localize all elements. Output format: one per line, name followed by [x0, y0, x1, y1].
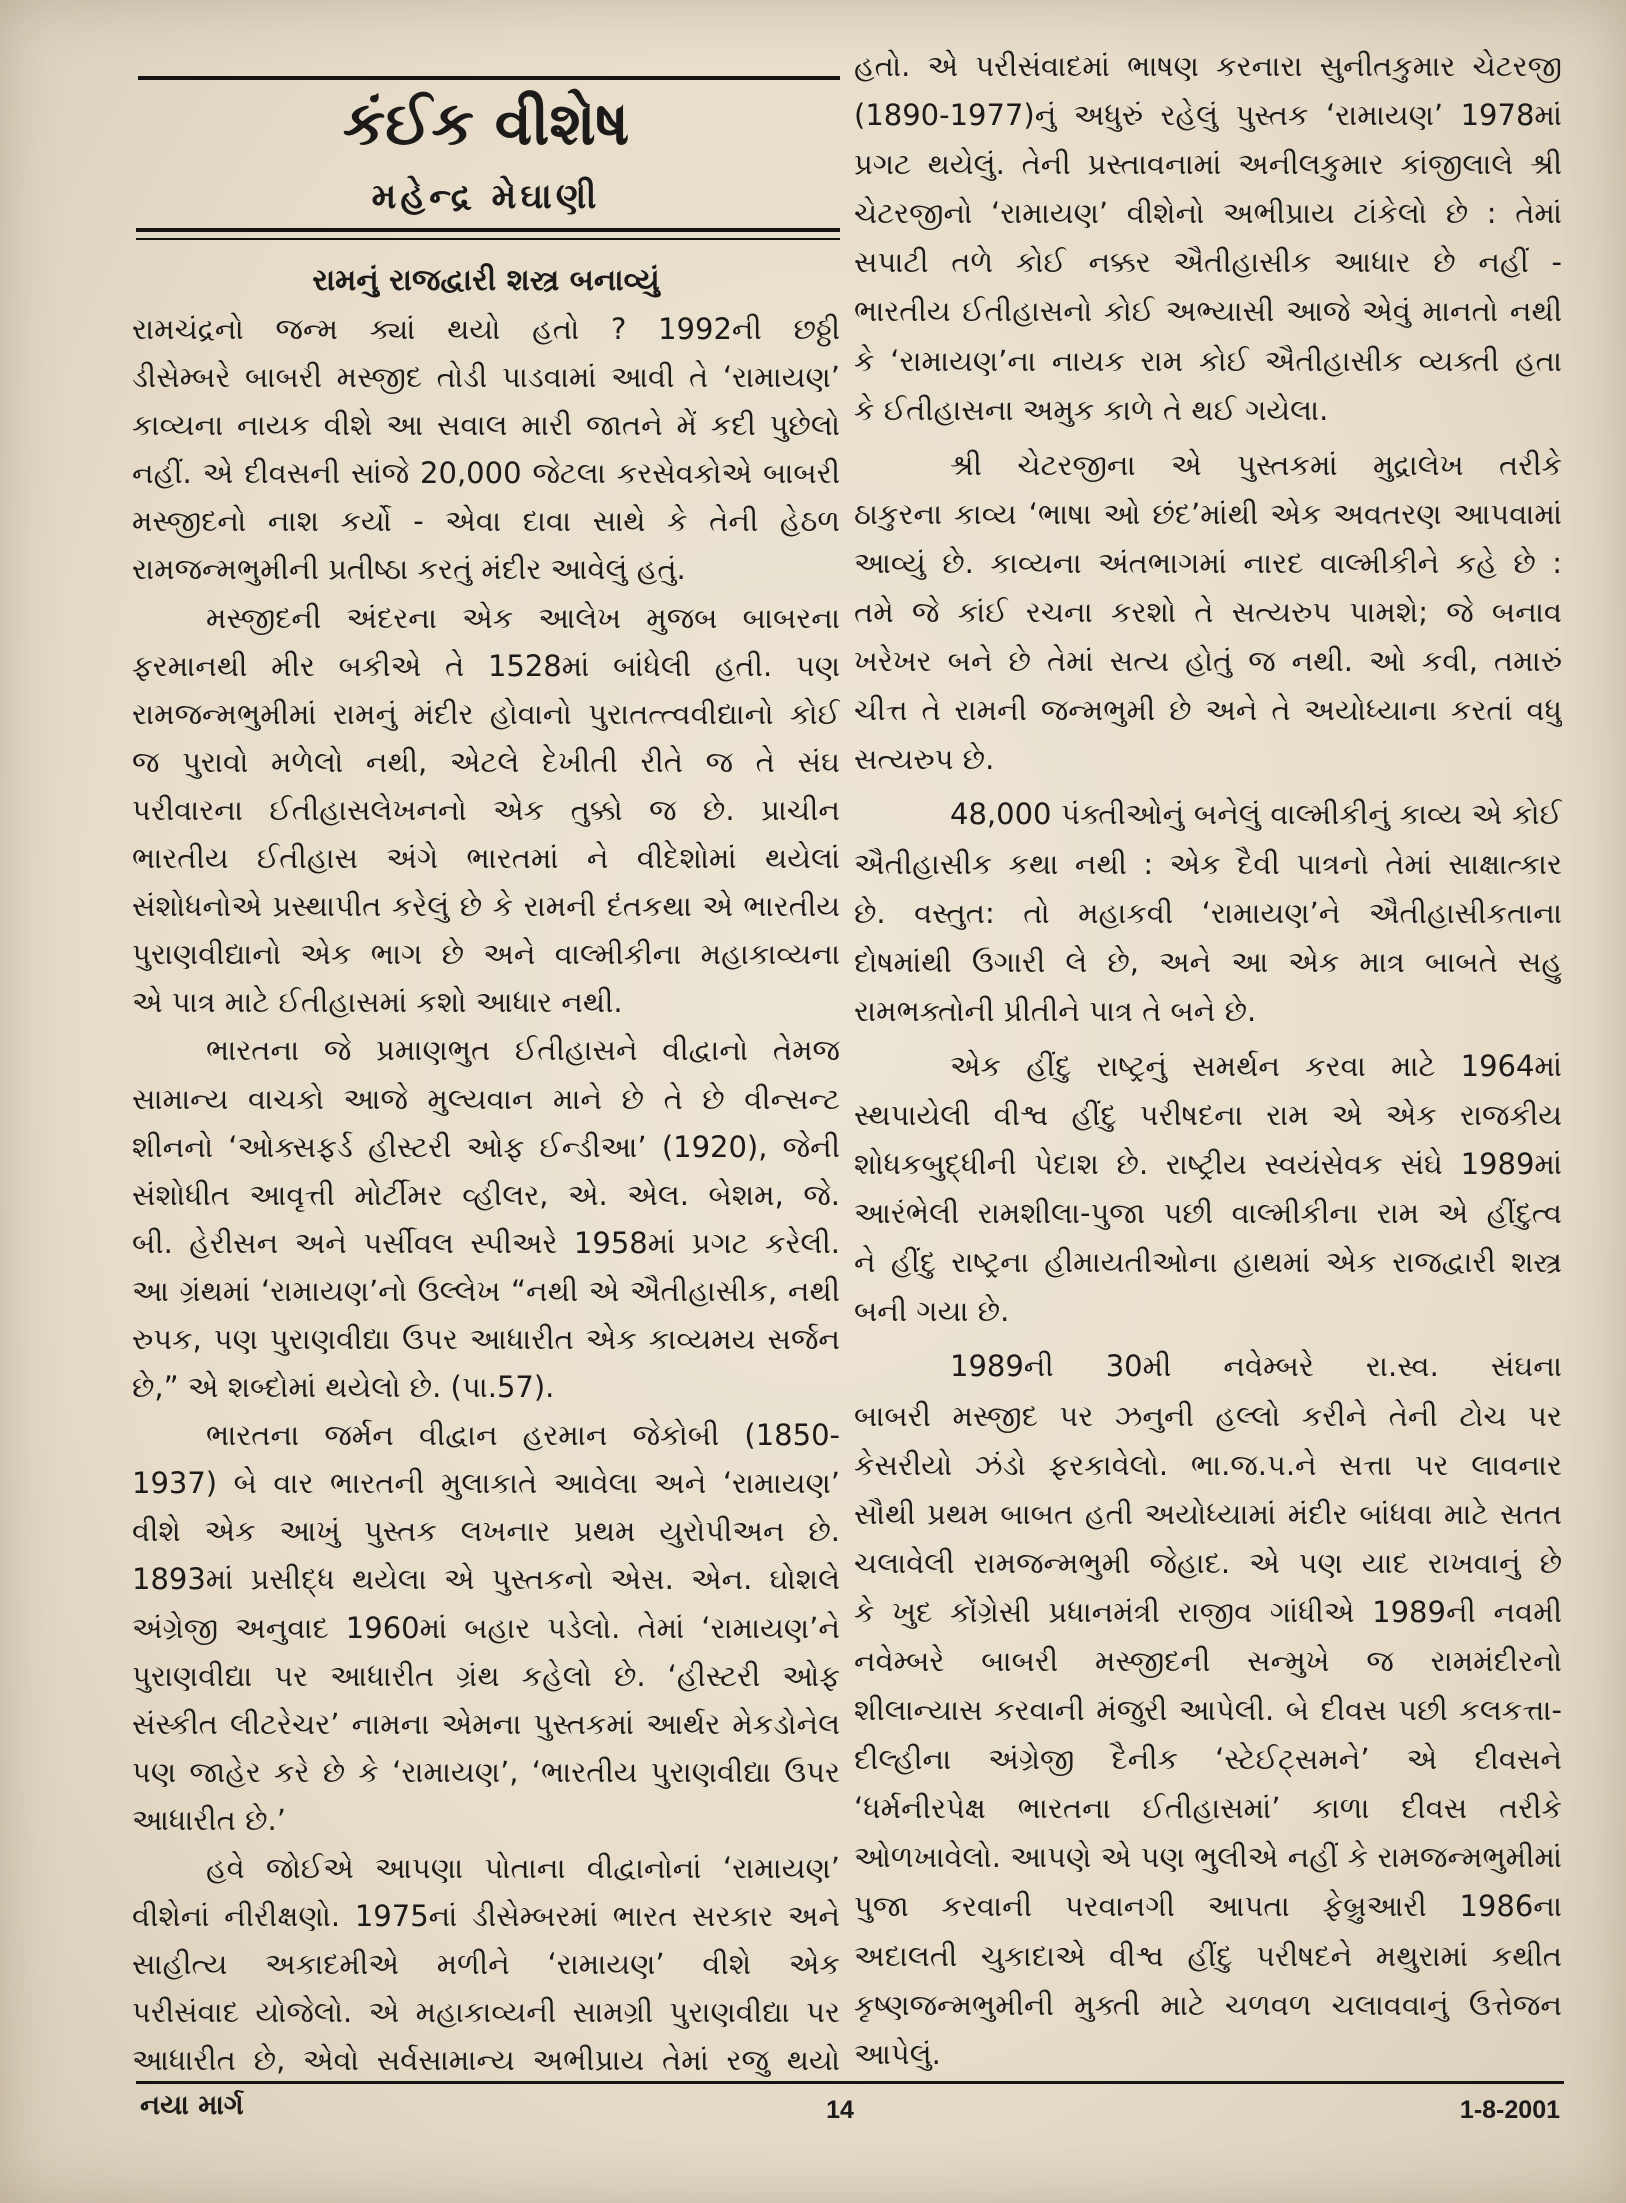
text-line: ભારતના જર્મન વીદ્વાન હરમાન જેકોબી (1850- — [206, 1418, 840, 1453]
right-column — [854, 42, 1562, 2079]
text-line: સત્યરુપ છે. — [854, 742, 995, 777]
text-line: રુપક, પણ પુરાણવીદ્યા ઉપર આધારીત એક કાવ્યમય સર્જન — [132, 1321, 840, 1356]
author-name: મહેન્દ્ર મેઘાણી — [371, 177, 601, 217]
text-line: સંસ્કીત લીટરેચર’ નામના એમના પુસ્તકમાં આર્થર મેકડોનેલ — [132, 1706, 840, 1741]
text-line: બી. હેરીસન અને પર્સીવલ સ્પીઅરે 1958માં પ્રગટ કરેલી. — [132, 1225, 840, 1260]
paragraph — [854, 790, 1562, 1035]
paragraph — [132, 305, 840, 594]
text-line: ‘ધર્મનીરપેક્ષ ભારતના ઈતીહાસમાં’ કાળા દીવસ તરીકે — [854, 1791, 1562, 1826]
text-line: આધારીત છે, એવો સર્વસામાન્ય અભીપ્રાય તેમાં રજુ થયો — [132, 2043, 840, 2078]
text-line: (1890-1977)નું અધુરું રહેલું પુસ્તક ‘રામાયણ’ 1978માં — [854, 98, 1562, 133]
text-line: ડીસેમ્બરે બાબરી મસ્જીદ તોડી પાડવામાં આવી તે ‘રામાયણ’ — [132, 360, 840, 395]
text-line: દોષમાંથી ઉગારી લે છે, અને આ એક માત્ર બાબતે સહુ — [854, 944, 1562, 979]
text-line: નવેમ્બરે બાબરી મસ્જીદની સન્મુખે જ રામમંદીરનો — [854, 1644, 1562, 1678]
text-line: ભારતીય ઈતીહાસ અંગે ભારતમાં ને વીદેશોમાં થયેલાં — [132, 841, 840, 876]
header-double-rule-thin — [136, 238, 840, 240]
text-line: સૌથી પ્રથમ બાબત હતી અયોધ્યામાં મંદીર બાંધવા માટે સતત — [854, 1496, 1562, 1531]
text-line: નહીં. એ દીવસની સાંજે 20,000 જેટલા કરસેવકોએ બાબરી — [132, 456, 840, 491]
text-line: જ પુરાવો મળેલો નથી, એટલે દેખીતી રીતે જ તે સંઘ — [132, 744, 840, 779]
text-line: એક હીંદુ રાષ્ટ્રનું સમર્થન કરવા માટે 1964માં — [950, 1048, 1562, 1083]
text-line: ઠાકુરના કાવ્ય ‘ભાષા ઓ છંદ’માંથી એક અવતરણ આપવામાં — [854, 496, 1562, 531]
text-line: ખરેખર બને છે તેમાં સત્ય હોતું જ નથી. ઓ કવી, તમારું — [854, 644, 1562, 679]
text-line: સપાટી તળે કોઈ નક્કર ઐતીહાસીક આધાર છે નહીં - — [854, 245, 1562, 280]
text-line: હતો. એ પરીસંવાદમાં ભાષણ કરનારા સુનીતકુમાર ચેટરજી — [854, 49, 1562, 83]
text-line: રામભક્તોની પ્રીતીને પાત્ર તે બને છે. — [854, 993, 1257, 1028]
text-line: બની ગયા છે. — [854, 1294, 1010, 1329]
text-line: સાહીત્ય અકાદમીએ મળીને ‘રામાયણ’ વીશે એક — [132, 1947, 840, 1982]
text-line: અંગ્રેજી અનુવાદ 1960માં બહાર પડેલો. તેમાં ‘રામાયણ’ને — [132, 1610, 840, 1645]
text-line: પરીસંવાદ યોજેલો. એ મહાકાવ્યની સામગ્રી પુરાણવીદ્યા પર — [132, 1995, 840, 2030]
paragraph — [854, 441, 1562, 785]
paragraph — [854, 1342, 1562, 2078]
article-heading: રામનું રાજદ્વારી શસ્ત્ર બનાવ્યું — [312, 263, 660, 298]
text-line: શોધકબુદ્ધીની પેદાશ છે. રાષ્ટ્રીય સ્વયંસેવક સંઘે 1989માં — [854, 1147, 1562, 1182]
header-double-rule-thick — [136, 228, 840, 232]
text-line: 48,000 પંક્તીઓનું બનેલું વાલ્મીકીનું કાવ્ય એ કોઈ — [950, 797, 1562, 832]
text-line: એ પાત્ર માટે ઈતીહાસમાં કશો આધાર નથી. — [132, 985, 623, 1020]
text-line: પ્રગટ થયેલું. તેની પ્રસ્તાવનામાં અનીલકુમાર કાંજીલાલે શ્રી — [854, 147, 1562, 182]
footer-rule — [136, 2081, 1564, 2084]
text-line: વીશેનાં નીરીક્ષણો. 1975નાં ડીસેમ્બરમાં ભારત સરકાર અને — [132, 1899, 840, 1934]
paragraph — [132, 594, 840, 1027]
text-line: પુજા કરવાની પરવાનગી આપતા ફેબ્રુઆરી 1986ના — [854, 1889, 1562, 1924]
paragraph — [854, 42, 1562, 435]
text-line: ઓળખાવેલો. આપણે એ પણ ભુલીએ નહીં કે રામજન્મભુમીમાં — [854, 1840, 1562, 1875]
text-line: પુરાણવીદ્યા પર આધારીત ગ્રંથ કહેલો છે. ‘હીસ્ટરી ઓફ — [132, 1658, 840, 1693]
text-line: પણ જાહેર કરે છે કે ‘રામાયણ’, ‘ભારતીય પુરાણવીદ્યા ઉપર — [132, 1754, 840, 1789]
text-line: ચેટરજીનો ‘રામાયણ’ વીશેનો અભીપ્રાય ટાંકેલો છે : તેમાં — [854, 196, 1562, 231]
text-line: કાવ્યના નાયક વીશે આ સવાલ મારી જાતને મેં કદી પુછેલો — [132, 408, 840, 443]
text-line: રામજન્મભુમીમાં રામનું મંદીર હોવાનો પુરાતત્ત્વવીદ્યાનો કોઈ — [132, 696, 840, 731]
text-line: દીલ્હીના અંગ્રેજી દૈનીક ‘સ્ટેઈટ્સમને’ એ દીવસને — [854, 1742, 1562, 1777]
text-line: 1989ની 30મી નવેમ્બરે રા.સ્વ. સંઘના — [950, 1349, 1562, 1384]
text-line: 1893માં પ્રસીદ્ધ થયેલા એ પુસ્તકનો એસ. એન. ઘોશલે — [132, 1562, 840, 1597]
text-line: તમે જે કાંઈ રચના કરશો તે સત્યરુપ પામશે; જે બનાવ — [854, 595, 1562, 630]
text-line: પરીવારના ઈતીહાસલેખનનો એક તુક્કો જ છે. પ્રાચીન — [132, 792, 840, 827]
text-line: શીલાન્યાસ કરવાની મંજુરી આપેલી. બે દીવસ પછી કલકત્તા- — [854, 1693, 1562, 1728]
text-line: શીનનો ‘ઓક્સફર્ડ હીસ્ટરી ઓફ ઈન્ડીઆ’ (1920), જેની — [132, 1129, 840, 1164]
text-line: કે ખુદ કોંગ્રેસી પ્રધાનમંત્રી રાજીવ ગાંધીએ 1989ની નવમી — [854, 1594, 1562, 1629]
text-line: છે. વસ્તુત: તો મહાકવી ‘રામાયણ’ને ઐતીહાસીકતાના — [854, 895, 1562, 930]
text-line: વીશે એક આખું પુસ્તક લખનાર પ્રથમ યુરોપીઅન છે. — [132, 1514, 840, 1549]
text-line: પુરાણવીદ્યાનો એક ભાગ છે અને વાલ્મીકીના મહાકાવ્યના — [132, 937, 840, 972]
text-line: કેસરીયો ઝંડો ફરકાવેલો. ભા.જ.પ.ને સત્તા પર લાવનાર — [854, 1447, 1562, 1482]
header-top-rule — [138, 76, 840, 80]
text-line: કે ‘રામાયણ’ના નાયક રામ કોઈ ઐતીહાસીક વ્યક્તી હતા — [854, 343, 1562, 378]
text-line: ભારતના જે પ્રમાણભુત ઈતીહાસને વીદ્વાનો તેમજ — [206, 1033, 840, 1068]
text-line: ફરમાનથી મીર બકીએ તે 1528માં બાંધેલી હતી. પણ — [132, 648, 840, 683]
text-line: આ ગ્રંથમાં ‘રામાયણ’નો ઉલ્લેખ “નથી એ ઐતીહાસીક, નથી — [132, 1273, 840, 1308]
text-line: આધારીત છે.’ — [132, 1802, 286, 1837]
text-line: ભારતીય ઈતીહાસનો કોઈ અભ્યાસી આજે એવું માનતો નથી — [854, 294, 1562, 329]
issue-date: 1-8-2001 — [1459, 2096, 1560, 2124]
left-column — [132, 305, 840, 2084]
text-line: સંશોધીત આવૃત્તી મોર્ટીમર વ્હીલર, એ. એલ. બેશમ, જે. — [132, 1177, 840, 1212]
text-line: મસ્જીદનો નાશ કર્યો - એવા દાવા સાથે કે તેની હેઠળ — [132, 504, 840, 539]
paragraph — [854, 1042, 1562, 1337]
text-line: ઐતીહાસીક કથા નથી : એક દૈવી પાત્રનો તેમાં સાક્ષાત્કાર — [854, 846, 1562, 881]
text-line: ચલાવેલી રામજન્મભુમી જેહાદ. એ પણ યાદ રાખવાનું છે — [854, 1545, 1562, 1580]
paragraph — [132, 1844, 840, 2084]
text-line: આવ્યું છે. કાવ્યના અંતભાગમાં નારદ વાલ્મીકીને કહે છે : — [854, 545, 1562, 580]
text-line: 1937) બે વાર ભારતની મુલાકાતે આવેલા અને ‘રામાયણ’ — [132, 1466, 840, 1501]
page-number: 14 — [826, 2096, 854, 2124]
text-line: કે ઈતીહાસના અમુક કાળે તે થઈ ગયેલા. — [854, 392, 1329, 427]
column-title: કંઈક વીશેષ — [342, 89, 630, 159]
text-line: ચીત્ત તે રામની જન્મભુમી છે અને તે અયોધ્યાના કરતાં વધુ — [854, 693, 1562, 728]
text-line: રામચંદ્રનો જન્મ ક્યાં થયો હતો ? 1992ની છઠ્ઠી — [132, 312, 840, 346]
text-line: ને હીંદુ રાષ્ટ્રના હીમાયતીઓના હાથમાં એક રાજદ્વારી શસ્ત્ર — [854, 1245, 1562, 1280]
text-line: સંશોધનોએ પ્રસ્થાપીત કરેલું છે કે રામની દંતકથા એ ભારતીય — [132, 889, 840, 924]
paragraph — [132, 1411, 840, 1844]
text-line: રામજન્મભુમીની પ્રતીષ્ઠા કરતું મંદીર આવેલું હતું. — [132, 552, 686, 587]
text-line: મસ્જીદની અંદરના એક આલેખ મુજબ બાબરના — [206, 600, 840, 635]
paragraph — [132, 1026, 840, 1411]
text-line: આરંભેલી રામશીલા-પુજા પછી વાલ્મીકીના રામ એ હીંદુત્વ — [854, 1196, 1562, 1231]
text-line: સામાન્ય વાચકો આજે મુલ્યવાન માને છે તે છે વીન્સન્ટ — [132, 1081, 840, 1116]
publication-name: નયા માર્ગ — [140, 2090, 244, 2121]
text-line: આપેલું. — [854, 2036, 941, 2071]
text-line: કૃષ્ણજન્મભુમીની મુક્તી માટે ચળવળ ચલાવવાનું ઉત્તેજન — [854, 1987, 1562, 2022]
text-line: શ્રી ચેટરજીના એ પુસ્તકમાં મુદ્રાલેખ તરીકે — [950, 447, 1562, 482]
text-line: છે,” એ શબ્દોમાં થયેલો છે. (પા.57). — [132, 1370, 555, 1405]
text-line: બાબરી મસ્જીદ પર ઝનુની હલ્લો કરીને તેની ટોચ પર — [854, 1398, 1562, 1433]
text-line: સ્થપાયેલી વીશ્વ હીંદુ પરીષદના રામ એ એક રાજકીય — [854, 1097, 1562, 1132]
text-line: હવે જોઈએ આપણા પોતાના વીદ્વાનોનાં ‘રામાયણ’ — [206, 1851, 840, 1885]
text-line: અદાલતી ચુકાદાએ વીશ્વ હીંદુ પરીષદને મથુરામાં કથીત — [854, 1938, 1562, 1973]
